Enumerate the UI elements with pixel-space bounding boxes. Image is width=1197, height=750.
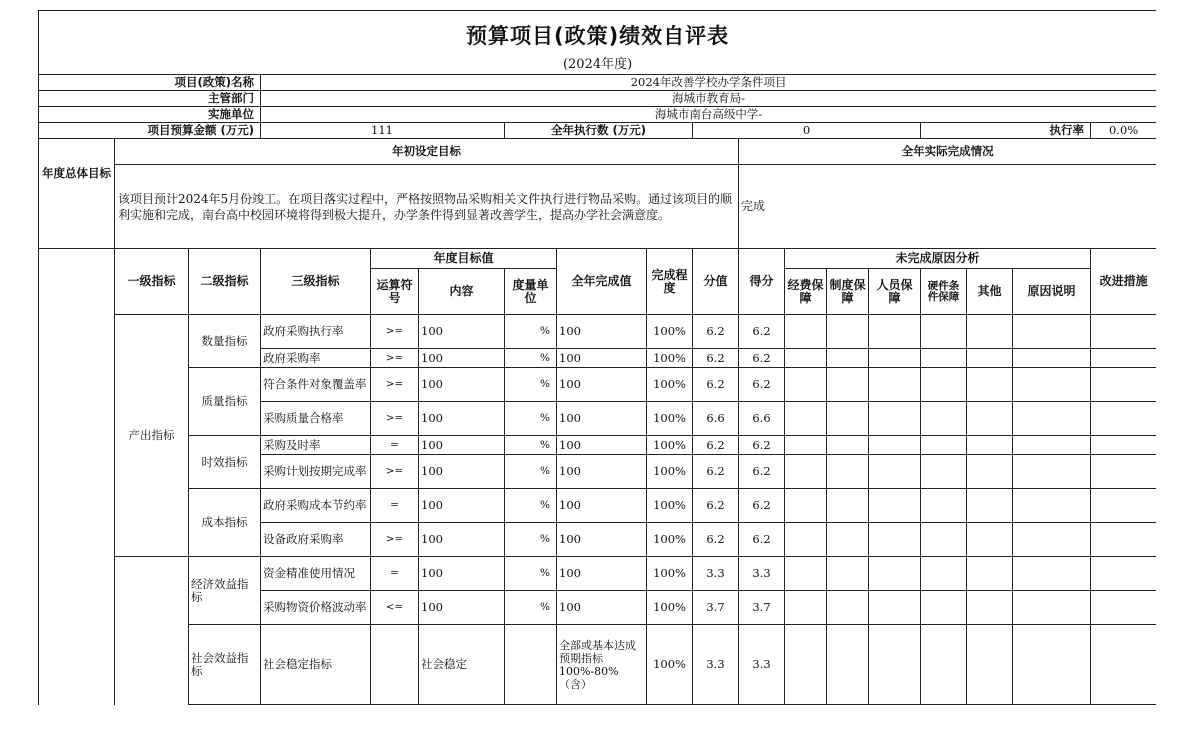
- row-got: 3.3: [739, 625, 785, 705]
- row-actual: 100: [557, 402, 647, 436]
- row-got: 6.2: [739, 489, 785, 523]
- header-explain: 原因说明: [1013, 269, 1091, 315]
- row-actual: 100: [557, 315, 647, 349]
- header-staff: 人员保障: [869, 269, 921, 315]
- row-name: 资金精准使用情况: [261, 557, 371, 591]
- evaluation-table: [38, 10, 1156, 705]
- row-actual: 全部或基本达成预期指标100%-80%（含）: [557, 625, 647, 705]
- table-row: [39, 368, 1157, 402]
- header-target-group: 年度目标值: [371, 249, 557, 269]
- group-output: 产出指标: [115, 315, 189, 557]
- row-score: 3.3: [693, 625, 739, 705]
- row-op: =: [371, 489, 419, 523]
- table-row: [39, 315, 1157, 349]
- row-unit: %: [505, 489, 557, 523]
- header-got: 得分: [739, 249, 785, 315]
- row-score: 6.2: [693, 436, 739, 455]
- row-content: 100: [419, 349, 505, 368]
- row-content: 社会稳定: [419, 625, 505, 705]
- row-op: >=: [371, 349, 419, 368]
- header-other: 其他: [967, 269, 1013, 315]
- row-degree: 100%: [647, 557, 693, 591]
- row-degree: 100%: [647, 368, 693, 402]
- row-name: 政府采购成本节约率: [261, 489, 371, 523]
- row-unit: %: [505, 591, 557, 625]
- row-actual: 100: [557, 455, 647, 489]
- row-op: >=: [371, 523, 419, 557]
- row-unit: %: [505, 402, 557, 436]
- header-unit: 度量单位: [505, 269, 557, 315]
- row-actual: 100: [557, 557, 647, 591]
- row-unit: [505, 625, 557, 705]
- row-got: 6.2: [739, 315, 785, 349]
- row-op: >=: [371, 315, 419, 349]
- row-degree: 100%: [647, 349, 693, 368]
- row-op: [371, 625, 419, 705]
- row-unit: %: [505, 436, 557, 455]
- row-actual: 100: [557, 489, 647, 523]
- row-got: 6.2: [739, 349, 785, 368]
- row-actual: 100: [557, 523, 647, 557]
- header-improve: 改进措施: [1091, 249, 1157, 315]
- project-name-value: 2024年改善学校办学条件项目: [261, 75, 1157, 91]
- row-op: <=: [371, 591, 419, 625]
- row-actual: 100: [557, 349, 647, 368]
- row-unit: %: [505, 455, 557, 489]
- row-degree: 100%: [647, 489, 693, 523]
- header-l1: 一级指标: [115, 249, 189, 315]
- group-cost: 成本指标: [189, 489, 261, 557]
- row-score: 6.2: [693, 489, 739, 523]
- header-l2: 二级指标: [189, 249, 261, 315]
- row-score: 3.3: [693, 557, 739, 591]
- row-got: 6.2: [739, 368, 785, 402]
- group-quality: 质量指标: [189, 368, 261, 436]
- header-reason-group: 未完成原因分析: [785, 249, 1091, 269]
- page-title: 预算项目(政策)绩效自评表: [39, 11, 1157, 55]
- row-unit: %: [505, 557, 557, 591]
- row-name: 政府采购执行率: [261, 315, 371, 349]
- row-score: 6.2: [693, 523, 739, 557]
- actual-goal-header: 全年实际完成情况: [739, 139, 1157, 165]
- annual-goal-label: 年度总体目标: [39, 139, 115, 249]
- row-got: 3.7: [739, 591, 785, 625]
- effect-blank-cell: [115, 557, 189, 705]
- row-content: 100: [419, 315, 505, 349]
- indicator-blank-column: [39, 249, 115, 705]
- row-score: 6.2: [693, 368, 739, 402]
- row-unit: %: [505, 368, 557, 402]
- row-name: 社会稳定指标: [261, 625, 371, 705]
- header-fund: 经费保障: [785, 269, 827, 315]
- row-name: 采购物资价格波动率: [261, 591, 371, 625]
- row-score: 6.2: [693, 349, 739, 368]
- row-content: 100: [419, 436, 505, 455]
- initial-goal-text: 该项目预计2024年5月份竣工。在项目落实过程中，严格按照物品采购相关文件执行进行物品采购。通过该项目的顺利实施和完成，南台高中校园环境将得到极大提升，办学条件得到显著改善学生，提高办学社会满意度。: [115, 165, 739, 249]
- row-content: 100: [419, 591, 505, 625]
- unit-value: 海城市南台高级中学-: [261, 107, 1157, 123]
- row-score: 6.2: [693, 455, 739, 489]
- row-op: >=: [371, 368, 419, 402]
- table-row: [39, 436, 1157, 455]
- row-got: 3.3: [739, 557, 785, 591]
- unit-label: 实施单位: [39, 107, 261, 123]
- row-unit: %: [505, 523, 557, 557]
- budget-value: 111: [261, 123, 505, 139]
- row-degree: 100%: [647, 625, 693, 705]
- row-op: =: [371, 557, 419, 591]
- project-name-label: 项目(政策)名称: [39, 75, 261, 91]
- row-name: 采购及时率: [261, 436, 371, 455]
- row-name: 采购质量合格率: [261, 402, 371, 436]
- row-content: 100: [419, 368, 505, 402]
- row-content: 100: [419, 489, 505, 523]
- group-economic: 经济效益指标: [189, 557, 261, 625]
- header-hardware: 硬件条件保障: [921, 269, 967, 315]
- row-got: 6.2: [739, 436, 785, 455]
- row-op: =: [371, 436, 419, 455]
- row-degree: 100%: [647, 436, 693, 455]
- row-content: 100: [419, 455, 505, 489]
- table-row: [39, 489, 1157, 523]
- group-social: 社会效益指标: [189, 625, 261, 705]
- row-degree: 100%: [647, 315, 693, 349]
- row-degree: 100%: [647, 402, 693, 436]
- row-degree: 100%: [647, 523, 693, 557]
- dept-value: 海城市教育局-: [261, 91, 1157, 107]
- row-name: 采购计划按期完成率: [261, 455, 371, 489]
- row-actual: 100: [557, 591, 647, 625]
- header-degree: 完成程度: [647, 249, 693, 315]
- row-degree: 100%: [647, 591, 693, 625]
- initial-goal-header: 年初设定目标: [115, 139, 739, 165]
- rate-value: 0.0%: [1091, 123, 1157, 139]
- group-quantity: 数量指标: [189, 315, 261, 368]
- rate-label: 执行率: [921, 123, 1091, 139]
- row-op: >=: [371, 402, 419, 436]
- row-unit: %: [505, 349, 557, 368]
- row-name: 政府采购率: [261, 349, 371, 368]
- row-score: 6.6: [693, 402, 739, 436]
- row-op: >=: [371, 455, 419, 489]
- header-system: 制度保障: [827, 269, 869, 315]
- row-actual: 100: [557, 436, 647, 455]
- row-actual: 100: [557, 368, 647, 402]
- row-got: 6.6: [739, 402, 785, 436]
- header-content: 内容: [419, 269, 505, 315]
- row-score: 6.2: [693, 315, 739, 349]
- year-label: (2024年度): [39, 55, 1157, 75]
- row-score: 3.7: [693, 591, 739, 625]
- header-actual: 全年完成值: [557, 249, 647, 315]
- row-degree: 100%: [647, 455, 693, 489]
- row-content: 100: [419, 523, 505, 557]
- row-content: 100: [419, 402, 505, 436]
- row-name: 设备政府采购率: [261, 523, 371, 557]
- row-got: 6.2: [739, 455, 785, 489]
- dept-label: 主管部门: [39, 91, 261, 107]
- exec-value: 0: [693, 123, 921, 139]
- table-row: [39, 557, 1157, 591]
- header-l3: 三级指标: [261, 249, 371, 315]
- header-score: 分值: [693, 249, 739, 315]
- exec-label: 全年执行数 (万元): [505, 123, 693, 139]
- row-name: 符合条件对象覆盖率: [261, 368, 371, 402]
- row-content: 100: [419, 557, 505, 591]
- row-got: 6.2: [739, 523, 785, 557]
- header-op: 运算符号: [371, 269, 419, 315]
- group-timeliness: 时效指标: [189, 436, 261, 489]
- budget-label: 项目预算金额 (万元): [39, 123, 261, 139]
- row-unit: %: [505, 315, 557, 349]
- actual-goal-text: 完成: [739, 165, 1157, 249]
- table-row: [39, 625, 1157, 705]
- evaluation-sheet: [38, 10, 1156, 750]
